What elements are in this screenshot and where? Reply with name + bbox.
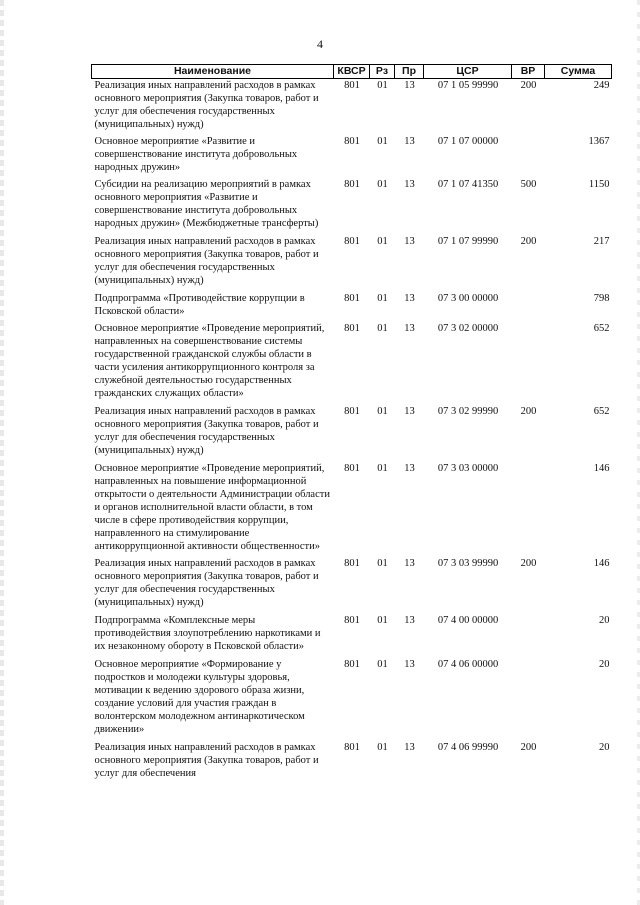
cell-kvsr: 801 bbox=[344, 406, 360, 417]
cell-rz: 01 bbox=[377, 136, 388, 147]
cell-kvsr: 801 bbox=[344, 80, 360, 91]
cell-name: Реализация иных направлений расходов в рамках основного мероприятия (Закупка товаров, работ и услуг для обеспечения государственных (муниципальных) нужд) bbox=[94, 80, 319, 130]
cell-kvsr: 801 bbox=[344, 136, 360, 147]
cell-csr: 07 1 07 99990 bbox=[437, 236, 499, 247]
cell-name: Подпрограмма «Комплексные меры противодействия злоупотреблению наркотиками и их незаконному обороту в Псковской области» bbox=[94, 615, 321, 652]
cell-rz: 01 bbox=[377, 659, 388, 670]
cell-vr bbox=[512, 135, 545, 178]
table-row bbox=[92, 405, 612, 462]
cell-vr: 500 bbox=[520, 179, 537, 190]
cell-rz: 01 bbox=[377, 406, 388, 417]
cell-vr: 200 bbox=[520, 406, 537, 417]
cell-kvsr: 801 bbox=[344, 558, 360, 569]
header-name: Наименование bbox=[92, 65, 334, 79]
table-row bbox=[92, 614, 612, 658]
cell-csr: 07 3 02 99990 bbox=[437, 406, 499, 417]
cell-sum: 798 bbox=[593, 293, 610, 304]
cell-sum: 146 bbox=[593, 558, 610, 569]
cell-vr bbox=[512, 462, 545, 557]
cell-pr: 13 bbox=[404, 558, 415, 569]
cell-sum: 20 bbox=[599, 615, 610, 626]
cell-sum: 652 bbox=[593, 323, 610, 334]
cell-pr: 13 bbox=[404, 236, 415, 247]
cell-kvsr: 801 bbox=[344, 615, 360, 626]
page-number: 4 bbox=[317, 37, 323, 51]
cell-rz: 01 bbox=[377, 463, 388, 474]
cell-sum: 652 bbox=[593, 406, 610, 417]
header-csr: ЦСР bbox=[424, 65, 512, 79]
cell-kvsr: 801 bbox=[344, 293, 360, 304]
table-row bbox=[92, 235, 612, 292]
cell-kvsr: 801 bbox=[344, 742, 360, 753]
cell-sum: 217 bbox=[593, 236, 610, 247]
cell-name: Реализация иных направлений расходов в рамках основного мероприятия (Закупка товаров, работ и услуг для обеспечения bbox=[94, 742, 319, 779]
cell-name: Основное мероприятие «Развитие и совершенствование института добровольных народных дружин» bbox=[94, 136, 298, 173]
cell-pr: 13 bbox=[404, 80, 415, 91]
header-rz: Рз bbox=[370, 65, 395, 79]
cell-name: Реализация иных направлений расходов в рамках основного мероприятия (Закупка товаров, работ и услуг для обеспечения государственных (муниципальных) нужд) bbox=[94, 558, 319, 608]
budget-table bbox=[91, 64, 612, 780]
cell-name: Основное мероприятие «Проведение мероприятий, направленных на повышение информационной открытости о деятельности Администрации области и органов исполнительной власти области, в том числе в сфере противодействия коррупции, направленного на стимулирование антикоррупционной активности общественности» bbox=[94, 463, 330, 552]
cell-sum: 1367 bbox=[588, 136, 610, 147]
table-row bbox=[92, 557, 612, 614]
cell-rz: 01 bbox=[377, 323, 388, 334]
cell-vr bbox=[512, 658, 545, 741]
cell-vr bbox=[512, 614, 545, 658]
cell-sum: 249 bbox=[593, 80, 610, 91]
cell-rz: 01 bbox=[377, 558, 388, 569]
cell-pr: 13 bbox=[404, 659, 415, 670]
header-sum: Сумма bbox=[545, 65, 612, 79]
cell-csr: 07 3 02 00000 bbox=[437, 323, 499, 334]
table-row bbox=[92, 658, 612, 741]
table-row bbox=[92, 741, 612, 780]
cell-vr: 200 bbox=[520, 236, 537, 247]
cell-name: Основное мероприятие «Проведение мероприятий, направленных на совершенствование системы государственной гражданской службы области в части усиления антикоррупционного контроля за служебной деятельностью государственных гражданских служащих области» bbox=[94, 323, 325, 399]
header-kvsr: КВСР bbox=[334, 65, 370, 79]
cell-kvsr: 801 bbox=[344, 323, 360, 334]
header-vr: ВР bbox=[512, 65, 545, 79]
cell-csr: 07 1 07 41350 bbox=[437, 179, 499, 190]
cell-name: Субсидии на реализацию мероприятий в рамках основного мероприятия «Развитие и совершенствование института добровольных народных дружин» (Межбюджетные трансферты) bbox=[94, 179, 319, 229]
cell-vr bbox=[512, 292, 545, 322]
cell-vr: 200 bbox=[520, 558, 537, 569]
cell-csr: 07 1 05 99990 bbox=[437, 80, 499, 91]
cell-pr: 13 bbox=[404, 615, 415, 626]
cell-csr: 07 1 07 00000 bbox=[437, 136, 499, 147]
table-row bbox=[92, 178, 612, 235]
table-row bbox=[92, 135, 612, 178]
cell-rz: 01 bbox=[377, 80, 388, 91]
cell-pr: 13 bbox=[404, 136, 415, 147]
cell-rz: 01 bbox=[377, 742, 388, 753]
cell-sum: 146 bbox=[593, 463, 610, 474]
cell-pr: 13 bbox=[404, 293, 415, 304]
cell-pr: 13 bbox=[404, 406, 415, 417]
table-header-row bbox=[92, 65, 612, 79]
cell-sum: 20 bbox=[599, 659, 610, 670]
cell-sum: 1150 bbox=[588, 179, 610, 190]
cell-vr: 200 bbox=[520, 80, 537, 91]
scan-margin-left bbox=[0, 0, 4, 905]
cell-rz: 01 bbox=[377, 293, 388, 304]
cell-pr: 13 bbox=[404, 463, 415, 474]
cell-kvsr: 801 bbox=[344, 179, 360, 190]
cell-csr: 07 3 03 99990 bbox=[437, 558, 499, 569]
cell-name: Реализация иных направлений расходов в рамках основного мероприятия (Закупка товаров, работ и услуг для обеспечения государственных (муниципальных) нужд) bbox=[94, 236, 319, 286]
cell-rz: 01 bbox=[377, 236, 388, 247]
cell-sum: 20 bbox=[599, 742, 610, 753]
table-row bbox=[92, 79, 612, 136]
cell-pr: 13 bbox=[404, 323, 415, 334]
table-row bbox=[92, 292, 612, 322]
cell-vr: 200 bbox=[520, 742, 537, 753]
cell-pr: 13 bbox=[404, 742, 415, 753]
table-body bbox=[92, 79, 612, 781]
cell-csr: 07 3 00 00000 bbox=[437, 293, 499, 304]
cell-csr: 07 4 06 99990 bbox=[437, 742, 499, 753]
cell-csr: 07 4 00 00000 bbox=[437, 615, 499, 626]
cell-pr: 13 bbox=[404, 179, 415, 190]
cell-csr: 07 3 03 00000 bbox=[437, 463, 499, 474]
cell-rz: 01 bbox=[377, 615, 388, 626]
cell-name: Реализация иных направлений расходов в рамках основного мероприятия (Закупка товаров, работ и услуг для обеспечения государственных (муниципальных) нужд) bbox=[94, 406, 319, 456]
cell-name: Подпрограмма «Противодействие коррупции в Псковской области» bbox=[94, 293, 305, 317]
table-row bbox=[92, 462, 612, 557]
table-row bbox=[92, 322, 612, 405]
cell-kvsr: 801 bbox=[344, 659, 360, 670]
cell-csr: 07 4 06 00000 bbox=[437, 659, 499, 670]
cell-vr bbox=[512, 322, 545, 405]
cell-kvsr: 801 bbox=[344, 463, 360, 474]
header-pr: Пр bbox=[395, 65, 424, 79]
cell-rz: 01 bbox=[377, 179, 388, 190]
cell-name: Основное мероприятие «Формирование у подростков и молодежи культуры здоровья, мотивации к ведению здорового образа жизни, создание условий для участия граждан в волонтерском молодежном антинаркотическом движении» bbox=[94, 659, 305, 735]
cell-kvsr: 801 bbox=[344, 236, 360, 247]
